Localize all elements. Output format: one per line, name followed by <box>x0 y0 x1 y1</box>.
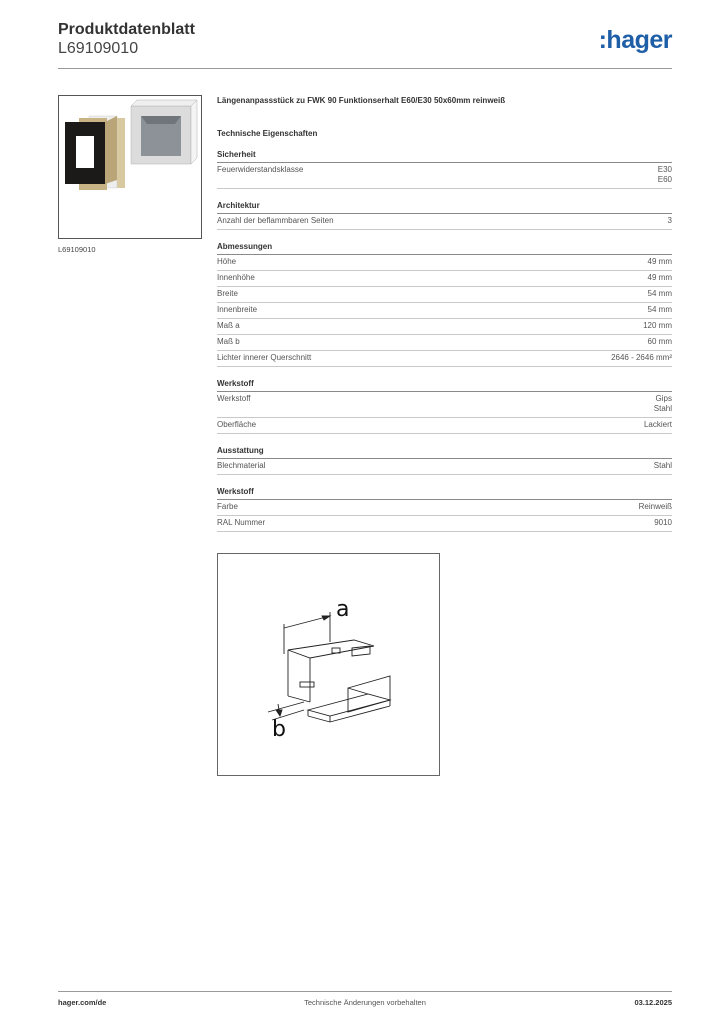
property-value <box>668 216 672 226</box>
property-label: Maß b <box>217 337 240 346</box>
property-section <box>217 487 672 532</box>
property-section <box>217 242 672 367</box>
property-value-line: Stahl <box>653 404 672 413</box>
technical-properties-heading: Technische Eigenschaften <box>217 129 318 138</box>
property-value-line: E60 <box>657 175 672 184</box>
section-title: Ausstattung <box>217 446 672 459</box>
section-title: Architektur <box>217 201 672 214</box>
property-value <box>654 518 672 528</box>
property-label: Innenbreite <box>217 305 258 314</box>
footer-website-link[interactable]: hager.com/de <box>58 998 107 1007</box>
property-section <box>217 150 672 189</box>
property-value <box>648 257 672 267</box>
property-value-line: 9010 <box>654 518 672 527</box>
property-row <box>217 459 672 475</box>
section-title: Abmessungen <box>217 242 672 255</box>
property-row <box>217 163 672 189</box>
property-sections <box>217 150 672 532</box>
header-divider <box>58 68 672 69</box>
property-label: Farbe <box>217 502 238 511</box>
dimension-label-b: b <box>272 717 286 742</box>
property-value-line: 54 mm <box>647 305 672 314</box>
property-row <box>217 392 672 418</box>
property-label: Lichter innerer Querschnitt <box>217 353 312 362</box>
property-row <box>217 214 672 230</box>
property-value <box>648 337 672 347</box>
footer-notice: Technische Änderungen vorbehalten <box>304 998 426 1007</box>
dimension-drawing <box>217 553 440 776</box>
property-label: Werkstoff <box>217 394 251 403</box>
property-value <box>648 289 672 299</box>
section-title: Werkstoff <box>217 487 672 500</box>
section-title: Sicherheit <box>217 150 672 163</box>
property-value <box>648 305 672 315</box>
property-value-line: E30 <box>657 165 672 174</box>
property-row <box>217 351 672 367</box>
section-title: Werkstoff <box>217 379 672 392</box>
document-title: Produktdatenblatt <box>58 21 195 38</box>
property-section <box>217 379 672 434</box>
product-details <box>217 95 672 564</box>
dimension-drawing-svg <box>218 554 439 775</box>
property-row <box>217 271 672 287</box>
property-value <box>644 420 672 430</box>
property-row <box>217 303 672 319</box>
property-section <box>217 446 672 475</box>
property-row <box>217 418 672 434</box>
property-value-line: 49 mm <box>647 257 672 266</box>
property-label: Blechmaterial <box>217 461 266 470</box>
image-caption: L69109010 <box>58 245 96 254</box>
property-value-line: Gips <box>655 394 672 403</box>
property-value <box>639 502 672 512</box>
property-label: Innenhöhe <box>217 273 255 282</box>
property-value-line: Stahl <box>653 461 672 470</box>
property-value-line: 60 mm <box>647 337 672 346</box>
property-value-line: 3 <box>667 216 672 225</box>
property-row <box>217 516 672 532</box>
hager-logo: :hager <box>598 26 672 54</box>
property-value <box>654 394 672 414</box>
footer-divider <box>58 991 672 992</box>
property-value-line: Reinweiß <box>638 502 672 511</box>
footer-date: 03.12.2025 <box>634 998 672 1007</box>
property-value-line: 120 mm <box>643 321 672 330</box>
property-row <box>217 500 672 516</box>
property-value <box>611 353 672 363</box>
property-label: Anzahl der beflammbaren Seiten <box>217 216 334 225</box>
fire-protection-duct-piece-image <box>59 96 201 238</box>
property-row <box>217 335 672 351</box>
property-label: Oberfläche <box>217 420 257 429</box>
property-value-line: 54 mm <box>647 289 672 298</box>
property-value-line: 49 mm <box>647 273 672 282</box>
property-label: Breite <box>217 289 238 298</box>
property-label: Maß a <box>217 321 240 330</box>
dimension-label-a: a <box>336 597 350 622</box>
property-value-line: 2646 - 2646 mm² <box>611 353 672 362</box>
property-value-line: Lackiert <box>643 420 672 429</box>
product-image <box>58 95 202 239</box>
property-row <box>217 255 672 271</box>
page-header <box>58 20 672 70</box>
article-number: L69109010 <box>58 40 139 57</box>
property-section <box>217 201 672 230</box>
property-row <box>217 287 672 303</box>
property-value <box>648 273 672 283</box>
product-description: Längenanpassstück zu FWK 90 Funktionserhalt E60/E30 50x60mm reinweiß <box>217 96 506 105</box>
property-label: Feuerwiderstandsklasse <box>217 165 304 174</box>
property-value <box>643 321 672 331</box>
property-row <box>217 319 672 335</box>
property-value <box>654 461 672 471</box>
property-label: Höhe <box>217 257 237 266</box>
property-label: RAL Nummer <box>217 518 266 527</box>
property-value <box>658 165 672 185</box>
